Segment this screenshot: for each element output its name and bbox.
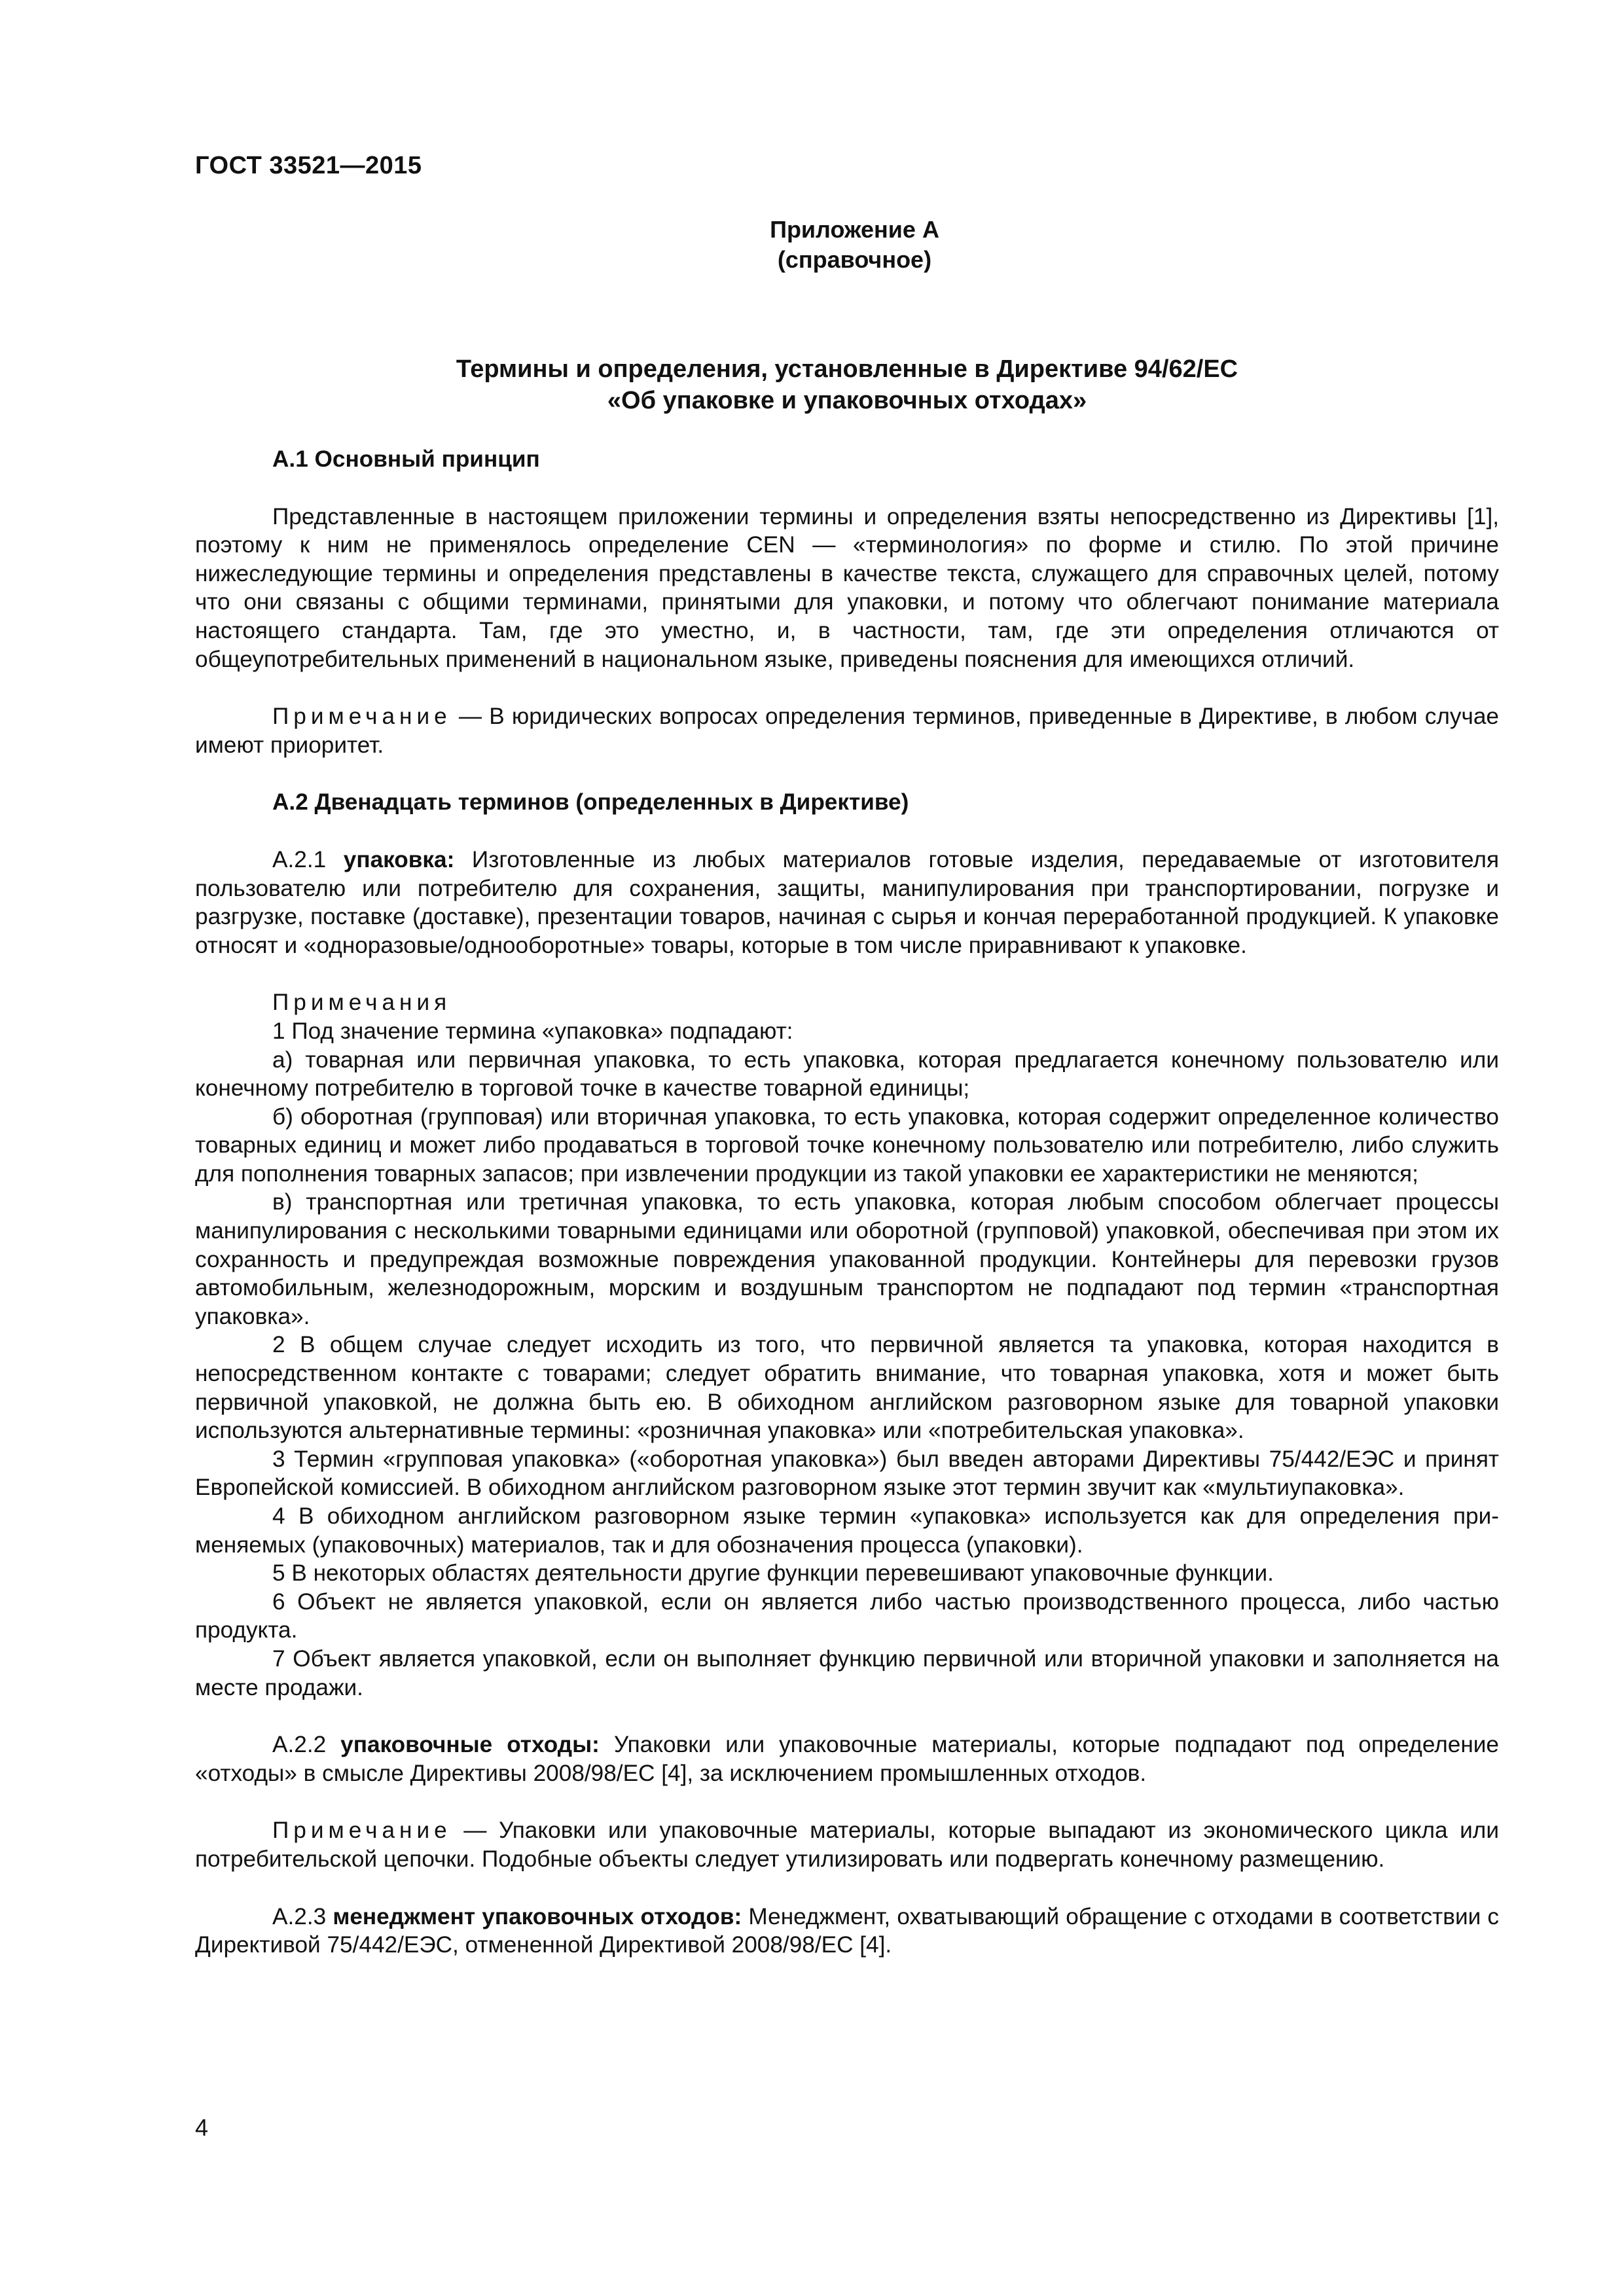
appendix-type: (справочное) (777, 246, 932, 273)
note-1a: а) товарная или первичная упаковка, то есть упаковка, которая предлагается конечному пользователю или конечному потребителю в торговой точке в качестве товарной единицы; (195, 1047, 1499, 1102)
note-3: 3 Термин «групповая упаковка» («оборотная упаковка») был введен авторами Директивы 75/442/ЕЭС и принят Европейской комиссией. В обиходном английском разговорном языке этот термин звучит как «мультиупаковка». (195, 1446, 1499, 1501)
appendix-title (195, 353, 1499, 416)
title-line-2: «Об упаковке и упаковочных отходах» (607, 387, 1087, 414)
note-a22 (195, 1816, 1499, 1873)
standard-code: ГОСТ 33521—2015 (195, 152, 422, 179)
term-a21 (195, 846, 1499, 960)
term-number: А.2.1 (272, 846, 344, 872)
term-definition: Менеджмент, охватывающий обращение с отходами в соответствии с Директивой 75/442/ЕЭС, отмененной Директивой 2008/98/ЕС [4]. (195, 1903, 1499, 1958)
term-name: менеджмент упаковочных отходов: (333, 1903, 742, 1929)
note-6: 6 Объект не является упаковкой, если он является либо частью производственного процесса, либо частью продукта. (195, 1588, 1499, 1643)
term-a23 (195, 1903, 1499, 1960)
term-number: А.2.3 (272, 1903, 333, 1929)
note-a1 (195, 702, 1499, 759)
page-number: 4 (195, 2114, 209, 2141)
appendix-label: Приложение А (770, 216, 939, 243)
note-1c: в) транспортная или третичная упаковка, то есть упаковка, которая любым способом облегчает процессы манипулирования с несколькими товарными единицами или оборотной (групповой) упаковкой, обеспечивая при этом их сохранность и предупреждая возможные повреждения упакованной продукции. Контейнеры для перевозки грузов автомобильным, железнодорожным, морским и воздушным транспортом не подпадают под термин «транспортная упаковка». (195, 1189, 1499, 1329)
term-number: А.2.2 (272, 1732, 341, 1758)
title-line-1: Термины и определения, установленные в Директиве 94/62/ЕС (456, 355, 1238, 383)
appendix-header (0, 215, 1624, 275)
note-label: Примечание (272, 704, 452, 730)
notes-label (195, 988, 1499, 1017)
term-a22 (195, 1731, 1499, 1787)
note-text: — В юридических вопросах определения терминов, приведенные в Директиве, в любом случае имеют приоритет. (195, 704, 1499, 758)
document-body (195, 445, 1499, 1960)
term-name: упаковка: (343, 846, 455, 872)
section-heading-a2: А.2 Двенадцать терминов (определенных в Директиве) (272, 789, 909, 816)
paragraph-a1: Представленные в настоящем приложении термины и определения взяты непосредственно из Директивы [1], поэтому к ним не применялось определение CEN — «терминология» по форме и стилю. По этой причине нижеследующие термины и определения представлены в качестве текста, служащего для справочных целей, потому что они связаны с общими терминами, принятыми для упаковки, и потому что облегчают понимание материала настоящего стандарта. Там, где это уместно, и, в частности, там, где эти определения отличаются от общеупотребительных применений в национальном языке, приведены пояснения для имеющихся отличий. (195, 503, 1499, 672)
term-definition: Упаковки или упаковочные материалы, которые подпадают под определение «отходы» в смысле Директивы 2008/98/ЕС [4], за исключением промышленных отходов. (195, 1732, 1499, 1786)
note-2: 2 В общем случае следует исходить из того, что первичной является та упаковка, которая находится в непосредственном контакте с товарами; следует обратить внимание, что товарная упаковка, хотя и может быть первичной упаковкой, не должна быть ею. В обиходном английском разговорном языке для товарной упаковки используются альтернативные термины: «розничная упаковка» или «потребительская упаковка». (195, 1332, 1499, 1444)
notes-label-text: Примечания (272, 990, 452, 1016)
note-7: 7 Объект является упаковкой, если он выполняет функцию первичной или вторичной упаковки и заполняется на месте продажи. (195, 1645, 1499, 1700)
note-1: 1 Под значение термина «упаковка» подпадают: (272, 1018, 793, 1044)
note-1b: б) оборотная (групповая) или вторичная упаковка, то есть упаковка, которая содержит определенное количество товарных единиц и может либо продаваться в торговой точке конечному пользователю или потребителю, либо служить для пополнения товарных запасов; при извлечении продукции из такой упаковки ее характеристики не меняются; (195, 1103, 1499, 1187)
note-text: — Упаковки или упаковочные материалы, которые выпадают из экономического цикла или потребительской цепочки. Подобные объекты следует утилизировать или подвергать конечному размещению. (195, 1818, 1499, 1872)
term-definition: Изготовленные из любых материалов готовые изделия, передаваемые от изготовителя пользователю или потребителю для сохранения, защиты, манипулирования при транспортировании, погрузке и разгрузке, поставке (доставке), презентации товаров, начиная с сырья и кончая переработанной продукцией. К упаковке относят и «одноразовые/однооборотные» товары, которые в том числе приравнивают к упаковке. (195, 846, 1499, 958)
note-5: 5 В некоторых областях деятельности другие функции перевешивают упаковочные функции. (272, 1560, 1274, 1587)
note-4: 4 В обиходном английском разговорном языке термин «упаковка» используется как для определения применяемых (упаковочных) материалов, так и для обозначения процесса (упаковки). (195, 1503, 1499, 1558)
section-heading-a1: А.1 Основный принцип (272, 446, 540, 472)
note-label: Примечание (272, 1818, 452, 1844)
term-name: упаковочные отходы: (340, 1732, 600, 1758)
